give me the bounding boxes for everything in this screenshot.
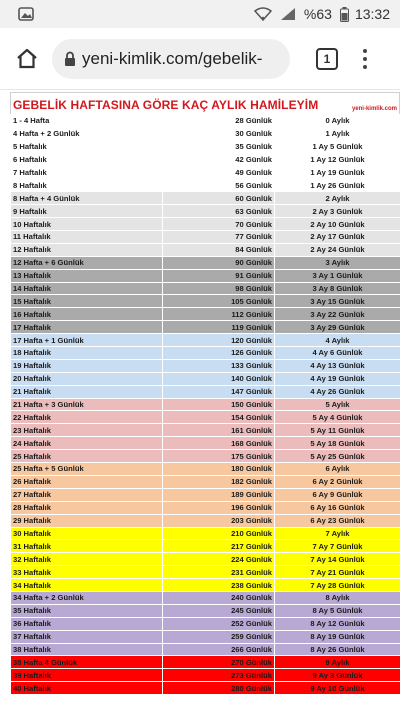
week-cell: 40 Haftalık (11, 682, 163, 695)
months-cell: 1 Aylık (275, 127, 400, 140)
months-cell: 5 Ay 18 Günlük (275, 437, 400, 450)
table-row (11, 630, 400, 643)
table-row (11, 334, 400, 347)
week-cell: 21 Hafta + 3 Günlük (11, 398, 163, 411)
days-cell: 84 Günlük (163, 243, 275, 256)
months-cell: 9 Ay 10 Günlük (275, 682, 400, 695)
week-cell: 39 Haftalık (11, 669, 163, 682)
lock-icon (64, 51, 76, 67)
days-cell: 231 Günlük (163, 566, 275, 579)
table-row (11, 488, 400, 501)
table-row (11, 153, 400, 166)
days-cell: 133 Günlük (163, 359, 275, 372)
week-cell: 12 Hafta + 6 Günlük (11, 256, 163, 269)
table-row (11, 437, 400, 450)
days-cell: 189 Günlük (163, 488, 275, 501)
table-row (11, 540, 400, 553)
table-row (11, 218, 400, 231)
months-cell: 3 Ay 8 Günlük (275, 282, 400, 295)
days-cell: 98 Günlük (163, 282, 275, 295)
wifi-icon (254, 7, 272, 21)
table-row (11, 140, 400, 153)
table-row (11, 231, 400, 244)
status-bar (0, 0, 400, 28)
days-cell: 270 Günlük (163, 656, 275, 669)
table-row (11, 617, 400, 630)
table-row (11, 192, 400, 205)
week-cell: 36 Haftalık (11, 617, 163, 630)
week-cell: 7 Haftalık (11, 166, 163, 179)
table-row (11, 656, 400, 669)
week-cell: 38 Hafta 4 Günlük (11, 656, 163, 669)
days-cell: 280 Günlük (163, 682, 275, 695)
week-cell: 18 Haftalık (11, 347, 163, 360)
week-cell: 8 Hafta + 4 Günlük (11, 192, 163, 205)
week-cell: 6 Haftalık (11, 153, 163, 166)
days-cell: 119 Günlük (163, 321, 275, 334)
week-cell: 14 Haftalık (11, 282, 163, 295)
battery-percent: %63 (303, 6, 332, 22)
battery-icon (340, 7, 349, 22)
days-cell: 91 Günlük (163, 269, 275, 282)
page-content (0, 90, 400, 711)
days-cell: 35 Günlük (163, 140, 275, 153)
days-cell: 105 Günlük (163, 295, 275, 308)
table-row (11, 372, 400, 385)
table-row (11, 115, 400, 128)
photo-icon (18, 7, 34, 21)
days-cell: 180 Günlük (163, 463, 275, 476)
months-cell: 3 Ay 29 Günlük (275, 321, 400, 334)
days-cell: 161 Günlük (163, 424, 275, 437)
days-cell: 126 Günlük (163, 347, 275, 360)
months-cell: 8 Ay 5 Günlük (275, 604, 400, 617)
months-cell: 4 Ay 13 Günlük (275, 359, 400, 372)
week-cell: 25 Hafta + 5 Günlük (11, 463, 163, 476)
months-cell: 6 Ay 9 Günlük (275, 488, 400, 501)
week-cell: 5 Haftalık (11, 140, 163, 153)
months-cell: 2 Ay 3 Günlük (275, 205, 400, 218)
days-cell: 49 Günlük (163, 166, 275, 179)
days-cell: 168 Günlük (163, 437, 275, 450)
week-cell: 38 Haftalık (11, 643, 163, 656)
days-cell: 56 Günlük (163, 179, 275, 192)
table-row (11, 501, 400, 514)
table-title-row (10, 92, 400, 114)
months-cell: 3 Ay 15 Günlük (275, 295, 400, 308)
week-cell: 23 Haftalık (11, 424, 163, 437)
week-cell: 29 Haftalık (11, 514, 163, 527)
home-icon[interactable] (10, 42, 44, 76)
address-bar[interactable] (52, 39, 290, 79)
months-cell: 7 Aylık (275, 527, 400, 540)
table-row (11, 527, 400, 540)
week-cell: 13 Haftalık (11, 269, 163, 282)
week-cell: 28 Haftalık (11, 501, 163, 514)
days-cell: 28 Günlük (163, 115, 275, 128)
table-row (11, 450, 400, 463)
days-cell: 238 Günlük (163, 579, 275, 592)
table-row (11, 282, 400, 295)
table-row (11, 579, 400, 592)
week-cell: 26 Haftalık (11, 475, 163, 488)
months-cell: 5 Aylık (275, 398, 400, 411)
months-cell: 1 Ay 12 Günlük (275, 153, 400, 166)
week-cell: 35 Haftalık (11, 604, 163, 617)
days-cell: 266 Günlük (163, 643, 275, 656)
months-cell: 1 Ay 26 Günlük (275, 179, 400, 192)
table-row (11, 321, 400, 334)
months-cell: 4 Ay 6 Günlük (275, 347, 400, 360)
table-row (11, 179, 400, 192)
days-cell: 77 Günlük (163, 231, 275, 244)
week-month-table (10, 114, 400, 695)
table-row (11, 566, 400, 579)
signal-icon (280, 7, 296, 21)
week-cell: 15 Haftalık (11, 295, 163, 308)
months-cell: 3 Ay 22 Günlük (275, 308, 400, 321)
months-cell: 0 Aylık (275, 115, 400, 128)
week-cell: 34 Haftalık (11, 579, 163, 592)
days-cell: 30 Günlük (163, 127, 275, 140)
months-cell: 6 Ay 2 Günlük (275, 475, 400, 488)
week-cell: 9 Haftalık (11, 205, 163, 218)
table-row (11, 347, 400, 360)
week-cell: 33 Haftalık (11, 566, 163, 579)
table-row (11, 295, 400, 308)
week-cell: 32 Haftalık (11, 553, 163, 566)
table-row (11, 269, 400, 282)
week-cell: 8 Haftalık (11, 179, 163, 192)
days-cell: 150 Günlük (163, 398, 275, 411)
table-row (11, 243, 400, 256)
week-cell: 31 Haftalık (11, 540, 163, 553)
days-cell: 70 Günlük (163, 218, 275, 231)
table-title: GEBELİK HAFTASINA GÖRE KAÇ AYLIK HAMİLEYİM (13, 98, 319, 112)
week-cell: 25 Haftalık (11, 450, 163, 463)
table-row (11, 604, 400, 617)
week-cell: 16 Haftalık (11, 308, 163, 321)
table-row (11, 591, 400, 604)
week-cell: 19 Haftalık (11, 359, 163, 372)
days-cell: 147 Günlük (163, 385, 275, 398)
table-row (11, 475, 400, 488)
months-cell: 2 Ay 17 Günlük (275, 231, 400, 244)
week-cell: 17 Haftalık (11, 321, 163, 334)
days-cell: 42 Günlük (163, 153, 275, 166)
week-cell: 1 - 4 Hafta (11, 115, 163, 128)
table-row (11, 643, 400, 656)
days-cell: 196 Günlük (163, 501, 275, 514)
table-row (11, 398, 400, 411)
table-row (11, 127, 400, 140)
months-cell: 1 Ay 5 Günlük (275, 140, 400, 153)
months-cell: 7 Ay 7 Günlük (275, 540, 400, 553)
days-cell: 60 Günlük (163, 192, 275, 205)
browser-toolbar (0, 28, 400, 90)
months-cell: 2 Aylık (275, 192, 400, 205)
days-cell: 203 Günlük (163, 514, 275, 527)
months-cell: 9 Ay 3 Günlük (275, 669, 400, 682)
table-row (11, 553, 400, 566)
months-cell: 5 Ay 25 Günlük (275, 450, 400, 463)
more-menu-icon[interactable] (356, 44, 374, 74)
days-cell: 90 Günlük (163, 256, 275, 269)
week-cell: 30 Haftalık (11, 527, 163, 540)
week-cell: 20 Haftalık (11, 372, 163, 385)
months-cell: 4 Ay 26 Günlük (275, 385, 400, 398)
tabs-icon[interactable]: 1 (316, 48, 338, 70)
url-text: yeni-kimlik.com/gebelik- (82, 48, 263, 68)
week-cell: 4 Hafta + 2 Günlük (11, 127, 163, 140)
months-cell: 2 Ay 10 Günlük (275, 218, 400, 231)
week-cell: 27 Haftalık (11, 488, 163, 501)
days-cell: 182 Günlük (163, 475, 275, 488)
months-cell: 5 Ay 4 Günlük (275, 411, 400, 424)
months-cell: 5 Ay 11 Günlük (275, 424, 400, 437)
week-cell: 12 Haftalık (11, 243, 163, 256)
clock: 13:32 (354, 6, 390, 22)
months-cell: 1 Ay 19 Günlük (275, 166, 400, 179)
table-row (11, 682, 400, 695)
months-cell: 6 Ay 16 Günlük (275, 501, 400, 514)
days-cell: 245 Günlük (163, 604, 275, 617)
days-cell: 210 Günlük (163, 527, 275, 540)
table-row (11, 514, 400, 527)
days-cell: 175 Günlük (163, 450, 275, 463)
months-cell: 7 Ay 28 Günlük (275, 579, 400, 592)
table-row (11, 166, 400, 179)
table-row (11, 463, 400, 476)
months-cell: 7 Ay 21 Günlük (275, 566, 400, 579)
months-cell: 4 Aylık (275, 334, 400, 347)
months-cell: 6 Aylık (275, 463, 400, 476)
months-cell: 8 Aylık (275, 591, 400, 604)
table-row (11, 411, 400, 424)
months-cell: 7 Ay 14 Günlük (275, 553, 400, 566)
table-row (11, 205, 400, 218)
week-cell: 24 Haftalık (11, 437, 163, 450)
months-cell: 6 Ay 23 Günlük (275, 514, 400, 527)
table-row (11, 256, 400, 269)
months-cell: 3 Ay 1 Günlük (275, 269, 400, 282)
week-cell: 34 Hafta + 2 Günlük (11, 591, 163, 604)
months-cell: 9 Aylık (275, 656, 400, 669)
week-cell: 11 Haftalık (11, 231, 163, 244)
days-cell: 63 Günlük (163, 205, 275, 218)
months-cell: 3 Aylık (275, 256, 400, 269)
week-cell: 21 Haftalık (11, 385, 163, 398)
months-cell: 8 Ay 19 Günlük (275, 630, 400, 643)
pregnancy-table (10, 92, 400, 695)
week-cell: 10 Haftalık (11, 218, 163, 231)
table-row (11, 359, 400, 372)
days-cell: 140 Günlük (163, 372, 275, 385)
months-cell: 2 Ay 24 Günlük (275, 243, 400, 256)
week-cell: 17 Hafta + 1 Günlük (11, 334, 163, 347)
days-cell: 273 Günlük (163, 669, 275, 682)
table-row (11, 669, 400, 682)
days-cell: 120 Günlük (163, 334, 275, 347)
table-row (11, 308, 400, 321)
site-tag: yeni-kimlik.com (351, 106, 397, 112)
days-cell: 252 Günlük (163, 617, 275, 630)
days-cell: 259 Günlük (163, 630, 275, 643)
days-cell: 112 Günlük (163, 308, 275, 321)
table-row (11, 424, 400, 437)
week-cell: 22 Haftalık (11, 411, 163, 424)
months-cell: 8 Ay 26 Günlük (275, 643, 400, 656)
months-cell: 8 Ay 12 Günlük (275, 617, 400, 630)
table-row (11, 385, 400, 398)
days-cell: 154 Günlük (163, 411, 275, 424)
days-cell: 217 Günlük (163, 540, 275, 553)
days-cell: 240 Günlük (163, 591, 275, 604)
days-cell: 224 Günlük (163, 553, 275, 566)
months-cell: 4 Ay 19 Günlük (275, 372, 400, 385)
week-cell: 37 Haftalık (11, 630, 163, 643)
